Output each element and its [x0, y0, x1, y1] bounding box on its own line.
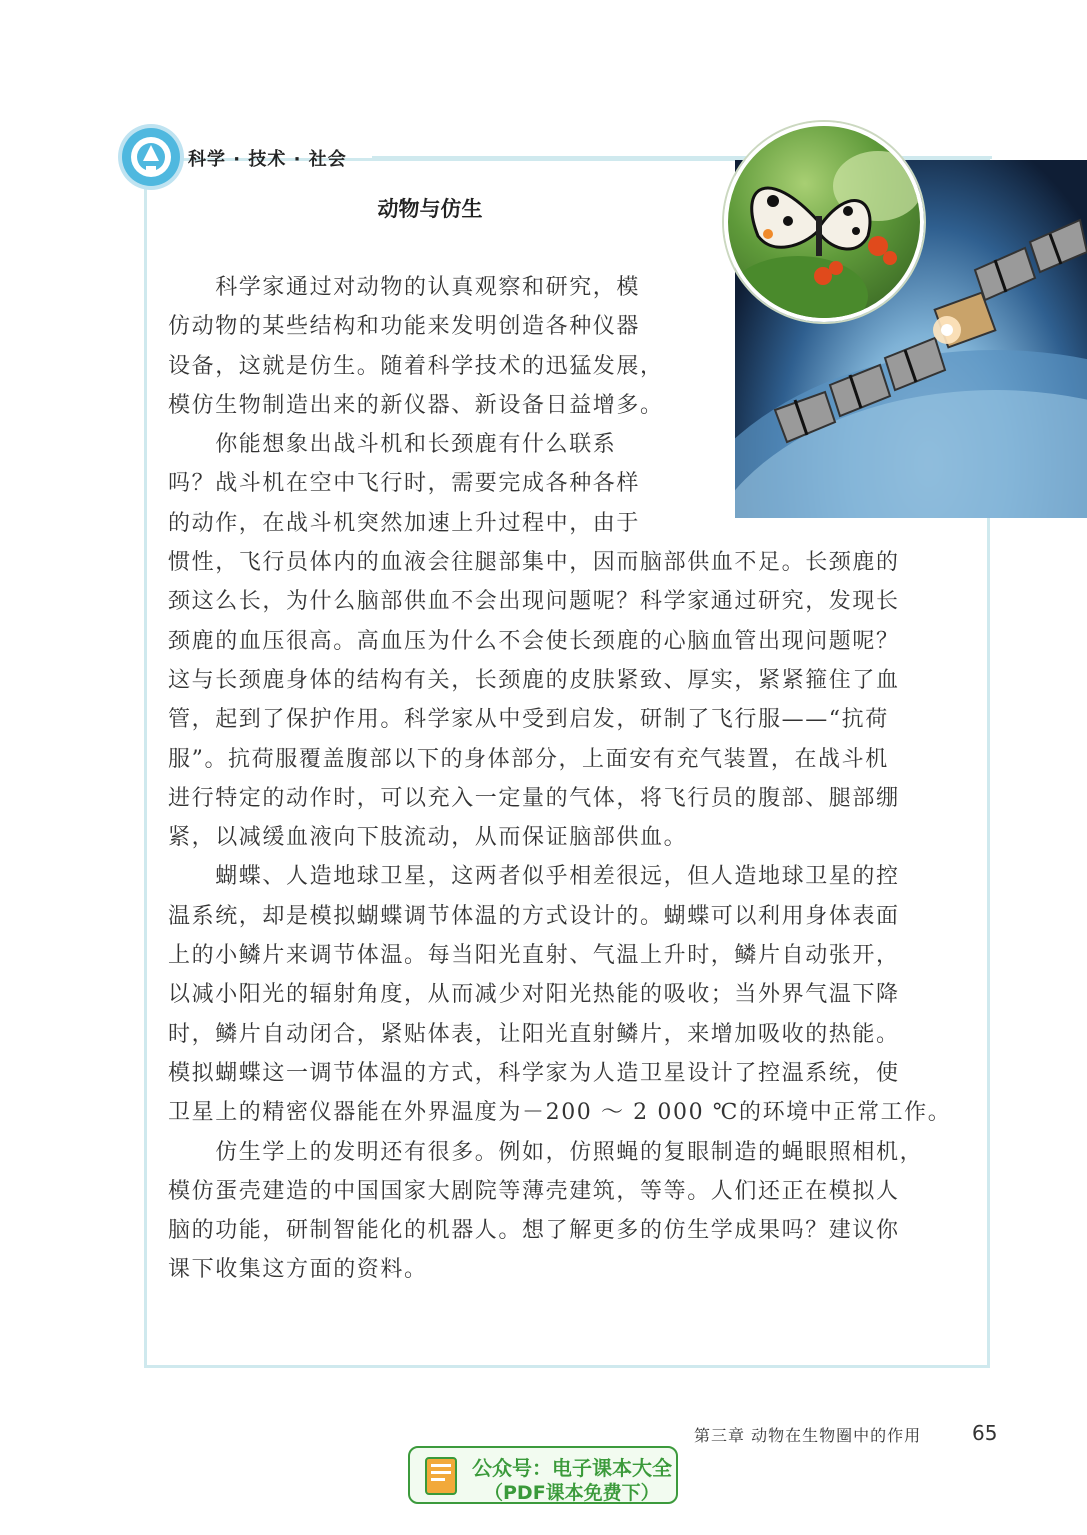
paragraph-3 — [168, 857, 968, 1132]
text-line: 模仿生物制造出来的新仪器、新设备日益增多。 — [168, 392, 664, 418]
watermark-stamp — [408, 1446, 678, 1504]
text-line: 你能想象出战斗机和长颈鹿有什么联系 — [168, 432, 617, 458]
chapter-footer: 第三章 动物在生物圈中的作用 — [694, 1426, 922, 1445]
text-line: 温系统，却是模拟蝴蝶调节体温的方式设计的。蝴蝶可以利用身体表面 — [168, 903, 900, 929]
text-line: 惯性，飞行员体内的血液会往腿部集中，因而脑部供血不足。长颈鹿的 — [168, 550, 900, 576]
text-line: 颈鹿的血压很高。高血压为什么不会使长颈鹿的心脑血管出现问题呢？ — [168, 628, 900, 654]
book-icon — [420, 1454, 464, 1498]
page-number: 65 — [972, 1421, 998, 1445]
paragraph-4 — [168, 1133, 968, 1290]
section-label: 科学 · 技术 · 社会 — [188, 149, 347, 170]
article-title: 动物与仿生 — [377, 197, 483, 221]
text-line: 管，起到了保护作用。科学家从中受到启发，研制了飞行服——“抗荷 — [168, 707, 889, 733]
text-line: 仿动物的某些结构和功能来发明创造各种仪器 — [168, 314, 641, 340]
text-line: 服”。抗荷服覆盖腹部以下的身体部分，上面安有充气装置，在战斗机 — [168, 746, 889, 772]
text-line: 设备，这就是仿生。随着科学技术的迅猛发展， — [168, 353, 664, 379]
text-line: 紧，以减缓血液向下肢流动，从而保证脑部供血。 — [168, 825, 688, 851]
text-line: 蝴蝶、人造地球卫星，这两者似乎相差很远，但人造地球卫星的控 — [168, 864, 900, 890]
text-line: 以减小阳光的辐射角度，从而减少对阳光热能的吸收；当外界气温下降 — [168, 982, 900, 1008]
article-body — [168, 268, 968, 1290]
text-line: 科学家通过对动物的认真观察和研究，模 — [168, 275, 641, 300]
text-line: 上的小鳞片来调节体温。每当阳光直射、气温上升时，鳞片自动张开， — [168, 943, 900, 969]
text-line: 吗？战斗机在空中飞行时，需要完成各种各样 — [168, 471, 641, 497]
text-line: 模拟蝴蝶这一调节体温的方式，科学家为人造卫星设计了控温系统，使 — [168, 1060, 900, 1086]
stamp-line-2: （PDF课本免费下） — [484, 1482, 660, 1504]
text-line: 进行特定的动作时，可以充入一定量的气体，将飞行员的腹部、腿部绷 — [168, 785, 900, 811]
paragraph-1 — [168, 268, 968, 425]
text-line: 这与长颈鹿身体的结构有关，长颈鹿的皮肤紧致、厚实，紧紧箍住了血 — [168, 667, 900, 693]
text-line: 脑的功能，研制智能化的机器人。想了解更多的仿生学成果吗？建议你 — [168, 1218, 900, 1244]
text-line: 课下收集这方面的资料。 — [168, 1257, 428, 1283]
paragraph-2 — [168, 425, 968, 857]
text-line: 的动作，在战斗机突然加速上升过程中，由于 — [168, 510, 641, 536]
text-line: 时，鳞片自动闭合，紧贴体表，让阳光直射鳞片，来增加吸收的热能。 — [168, 1021, 900, 1047]
stamp-line-1: 公众号：电子课本大全 — [472, 1456, 672, 1480]
text-line: 卫星上的精密仪器能在外界温度为－200 ～ 2 000 ℃的环境中正常工作。 — [168, 1100, 952, 1126]
science-badge-icon — [122, 128, 180, 186]
text-line: 仿生学上的发明还有很多。例如，仿照蝇的复眼制造的蝇眼照相机， — [168, 1139, 924, 1165]
text-line: 模仿蛋壳建造的中国国家大剧院等薄壳建筑，等等。人们还正在模拟人 — [168, 1178, 900, 1204]
text-line: 颈这么长，为什么脑部供血不会出现问题呢？科学家通过研究，发现长 — [168, 589, 900, 615]
